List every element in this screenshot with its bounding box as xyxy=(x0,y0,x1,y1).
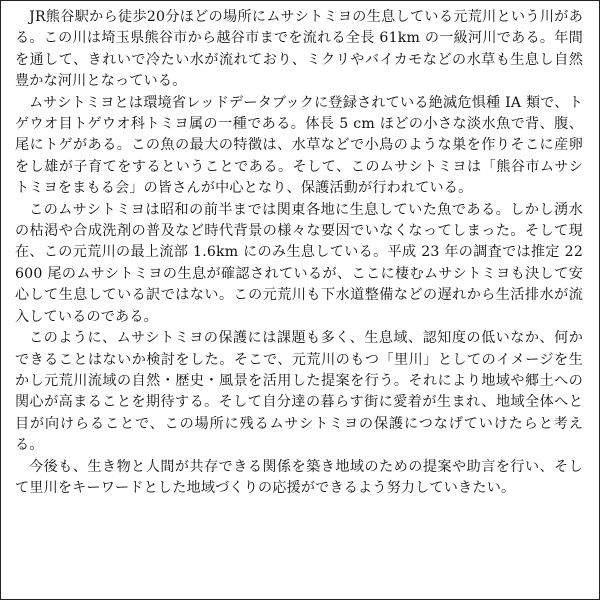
paragraph-proposal: このように、ムサシトミヨの保護には課題も多く、生息域、認知度の低いなか、何かできることはないか検討をした。そこで、元荒川のもつ「里川」としてのイメージを生かし元荒川流域の自然・歴史・風景を活用した提案を行う。それにより地域や郷土への関心が高まることを期待する。そして自分達の暮らす街に愛着が生まれ、地域全体へと目が向けらることで、この場所に残るムサシトミヨの保護につなげていけたらと考える。 xyxy=(15,330,583,454)
paragraph-intro: JR熊谷駅から徒歩20分ほどの場所にムサシトミヨの生息している元荒川という川がある。この川は埼玉県熊谷市から越谷市までを流れる全長 61km の一級河川である。年間を通して、きれいで冷たい水が流れており、ミクリやバイカモなどの水草も生息し自然豊かな河川となっている。 xyxy=(15,9,583,90)
paragraph-species: ムサシトミヨとは環境省レッドデータブックに登録されている絶滅危惧種 IA 類で、トゲウオ目トゲウオ科トミヨ属の一種である。体長 5 cm ほどの小さな淡水魚で背、腹、尾にトゲがある。この魚の最大の特徴は、水草などで小鳥のような巣を作りそこに産卵をし雄が子育てをするということである。そして、このムサシトミヨは「熊谷市ムサシトミヨをまもる会」の皆さんが中心となり、保護活動が行われている。 xyxy=(15,94,583,197)
paragraph-history: このムサシトミヨは昭和の前半までは関東各地に生息していた魚である。しかし湧水の枯渇や合成洗剤の普及など時代背景の様々な要因でいなくなってしまった。そして現在、この元荒川の最上流部 1.6km にのみ生息している。平成 23 年の調査では推定 22600 尾のムサシトミヨの生息が確認されているが、ここに棲むムサシトミヨも決して安心して生息している訳ではない。この元荒川も下水道整備などの遅れから生活排水が流入しているのである。 xyxy=(15,201,583,325)
paragraph-conclusion: 今後も、生き物と人間が共存できる関係を築き地域のための提案や助言を行い、そして里川をキーワードとした地域づくりの応援ができるよう努力していきたい。 xyxy=(15,458,583,496)
